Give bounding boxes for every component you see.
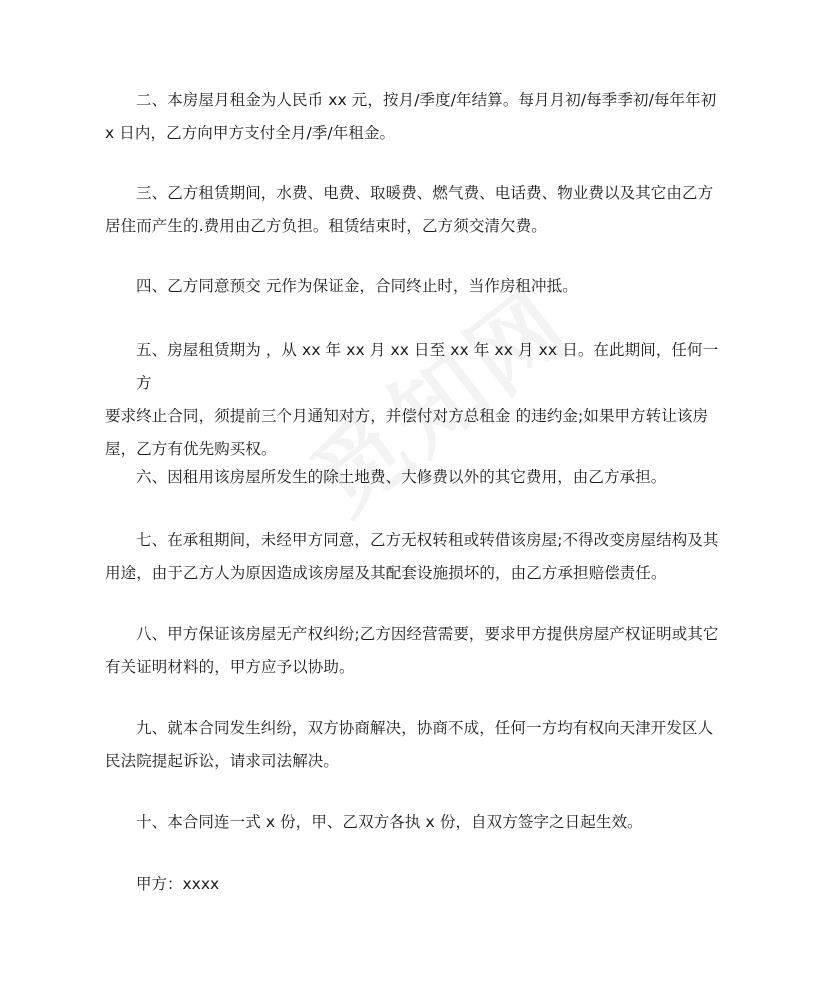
clause-7 xyxy=(105,524,725,590)
clause-9-line-2: 民法院提起诉讼，请求司法解决。 xyxy=(105,752,340,770)
clause-2-line-1: 二、本房屋月租金为人民币 xx 元，按月/季度/年结算。每月月初/每季季初/每年年初 xyxy=(136,91,717,109)
clause-2 xyxy=(105,84,725,150)
clause-3 xyxy=(105,177,725,243)
clause-5-line-1: 五、房屋租赁期为 ，从 xx 年 xx 月 xx 日至 xx 年 xx 月 xx 日。在此期间，任何一方 xyxy=(136,341,719,392)
clause-6-line-1: 六、因租用该房屋所发生的除土地费、大修费以外的其它费用，由乙方承担。 xyxy=(136,468,667,486)
party-a-signature: 甲方：xxxx xyxy=(136,875,220,893)
clause-3-line-2: 居住而产生的.费用由乙方负担。租赁结束时，乙方须交清欠费。 xyxy=(105,217,547,235)
clause-10-line-1: 十、本合同连一式 x 份，甲、乙双方各执 x 份，自双方签字之日起生效。 xyxy=(136,813,643,831)
clause-5 xyxy=(105,334,725,466)
clause-4-line-1: 四、乙方同意预交 元作为保证金，合同终止时，当作房租冲抵。 xyxy=(136,277,578,295)
clause-2-line-2: x 日内，乙方向甲方支付全月/季/年租金。 xyxy=(105,124,396,142)
clause-10 xyxy=(105,806,725,839)
clause-8-line-1: 八、甲方保证该房屋无产权纠纷;乙方因经营需要，要求甲方提供房屋产权证明或其它 xyxy=(136,625,719,643)
clause-6 xyxy=(105,461,725,494)
clause-7-line-1: 七、在承租期间，未经甲方同意，乙方无权转租或转借该房屋;不得改变房屋结构及其 xyxy=(136,531,719,549)
clause-8 xyxy=(105,618,725,684)
clause-8-line-2: 有关证明材料的，甲方应予以协助。 xyxy=(105,658,355,676)
clause-4 xyxy=(105,270,725,303)
clause-9 xyxy=(105,712,725,778)
clause-3-line-1: 三、乙方租赁期间，水费、电费、取暖费、燃气费、电话费、物业费以及其它由乙方 xyxy=(136,184,714,202)
clause-9-line-1: 九、就本合同发生纠纷，双方协商解决，协商不成，任何一方均有权向天津开发区人 xyxy=(136,719,714,737)
clause-5-line-2: 要求终止合同，须提前三个月通知对方，并偿付对方总租金 的违约金;如果甲方转让该房屋，乙方有优先购买权。 xyxy=(105,407,709,458)
clause-7-line-2: 用途，由于乙方人为原因造成该房屋及其配套设施损坏的，由乙方承担赔偿责任。 xyxy=(105,564,667,582)
